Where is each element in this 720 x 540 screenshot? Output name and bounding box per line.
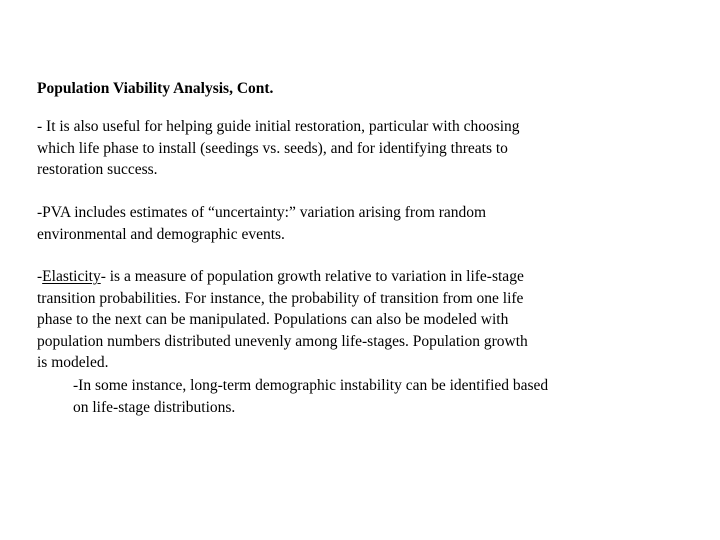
- elasticity-term: Elasticity: [42, 268, 101, 285]
- dash-prefix: -: [37, 268, 43, 285]
- elasticity-definition: - is a measure of population growth relative to variation in life-stage: [100, 268, 524, 285]
- paragraph-restoration: [37, 116, 520, 181]
- text-line: is modeled.: [37, 354, 109, 371]
- text-line: -In some instance, long-term demographic instability can be identified based: [73, 377, 549, 394]
- text-line: restoration success.: [37, 161, 158, 178]
- paragraph-instability: [73, 375, 548, 418]
- text-line: phase to the next can be manipulated. Populations can also be modeled with: [37, 311, 509, 328]
- text-line: [37, 266, 528, 288]
- paragraph-uncertainty: [37, 202, 486, 245]
- text-line: transition probabilities. For instance, the probability of transition from one life: [37, 289, 524, 307]
- slide-title: Population Viability Analysis, Cont.: [37, 80, 274, 97]
- text-line: which life phase to install (seedings vs. seeds), and for identifying threats to: [37, 139, 508, 157]
- text-line: -PVA includes estimates of “uncertainty:” variation arising from random: [37, 204, 487, 221]
- text-line: environmental and demographic events.: [37, 225, 285, 243]
- text-line: on life-stage distributions.: [73, 398, 236, 416]
- text-line: population numbers distributed unevenly among life-stages. Population growth: [37, 332, 528, 350]
- text-line: - It is also useful for helping guide initial restoration, particular with choosing: [37, 118, 520, 135]
- paragraph-elasticity: [37, 266, 528, 374]
